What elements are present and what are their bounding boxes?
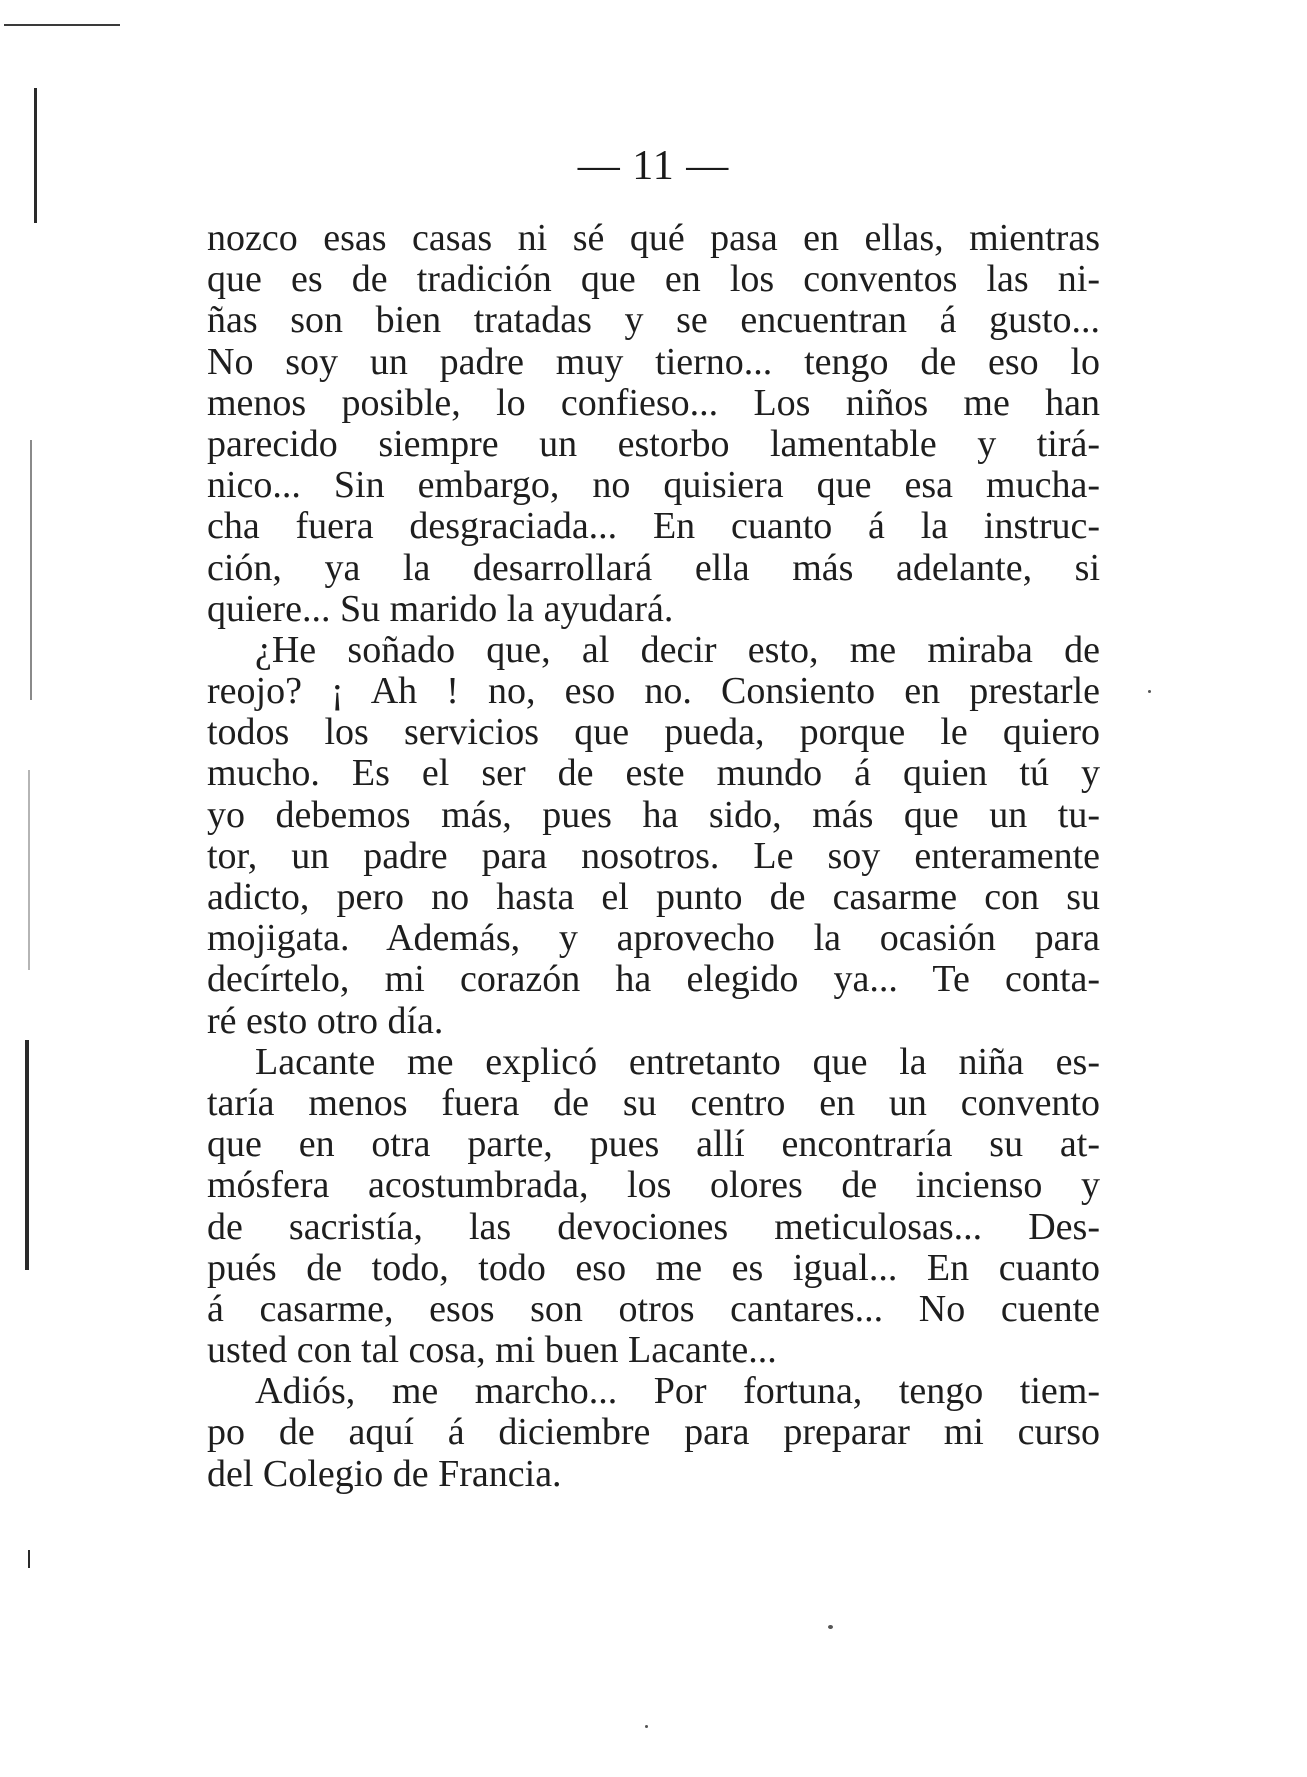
text-line: todos los servicios que pueda, porque le quiero: [207, 711, 1100, 754]
scan-edge-line: [28, 1550, 30, 1568]
text-line: reojo? ¡ Ah ! no, eso no. Consiento en prestarle: [207, 670, 1100, 713]
text-line: ¿He soñado que, al decir esto, me miraba de: [255, 628, 1100, 671]
text-line: decírtelo, mi corazón ha elegido ya... Te conta-: [207, 958, 1100, 1001]
text-line: tor, un padre para nosotros. Le soy enteramente: [207, 834, 1100, 877]
scan-speck: [828, 1625, 833, 1629]
text-line: ñas son bien tratadas y se encuentran á gusto...: [207, 299, 1100, 342]
text-line: po de aquí á diciembre para preparar mi curso: [207, 1411, 1100, 1454]
scan-speck: [1148, 690, 1151, 693]
text-line: mucho. Es el ser de este mundo á quien tú y: [207, 752, 1100, 795]
text-line: pués de todo, todo eso me es igual... En cuanto: [207, 1246, 1100, 1289]
text-line: parecido siempre un estorbo lamentable y tirá-: [207, 422, 1100, 465]
scan-speck: [645, 1725, 648, 1728]
text-line: Lacante me explicó entretanto que la niña es-: [255, 1040, 1100, 1083]
text-line: nozco esas casas ni sé qué pasa en ellas, mientras: [207, 217, 1100, 259]
text-line: á casarme, esos son otros cantares... No cuente: [207, 1287, 1100, 1330]
text-line: mósfera acostumbrada, los olores de incienso y: [207, 1164, 1100, 1207]
text-line: ción, ya la desarrollará ella más adelante, si: [207, 546, 1100, 589]
scan-edge-line: [25, 1040, 29, 1270]
text-line: cha fuera desgraciada... En cuanto á la instruc-: [207, 505, 1100, 548]
page-number: — 11 —: [577, 143, 730, 189]
text-line: menos posible, lo confieso... Los niños me han: [207, 381, 1100, 424]
text-line: Adiós, me marcho... Por fortuna, tengo tiem-: [255, 1370, 1100, 1413]
text-line: quiere... Su marido la ayudará.: [207, 587, 674, 630]
text-line: que en otra parte, pues allí encontraría su at-: [207, 1123, 1100, 1166]
text-line: adicto, pero no hasta el punto de casarme con su: [207, 876, 1100, 918]
body-text: [207, 218, 1100, 1495]
text-line: usted con tal cosa, mi buen Lacante...: [207, 1329, 777, 1372]
scan-edge-line: [28, 770, 30, 970]
text-line: taría menos fuera de su centro en un convento: [207, 1081, 1100, 1124]
text-line: que es de tradición que en los conventos las ni-: [207, 258, 1100, 301]
text-line: No soy un padre muy tierno... tengo de eso lo: [207, 340, 1100, 383]
text-line: del Colegio de Francia.: [207, 1452, 562, 1495]
text-line: mojigata. Además, y aprovecho la ocasión para: [207, 917, 1100, 960]
text-line: ré esto otro día.: [207, 999, 444, 1042]
scan-edge-line: [30, 440, 32, 700]
text-line: yo debemos más, pues ha sido, más que un tu-: [207, 793, 1100, 836]
scan-edge-mark: [4, 24, 120, 26]
text-line: nico... Sin embargo, no quisiera que esa mucha-: [207, 464, 1100, 507]
text-line: de sacristía, las devociones meticulosas... Des-: [207, 1205, 1100, 1248]
